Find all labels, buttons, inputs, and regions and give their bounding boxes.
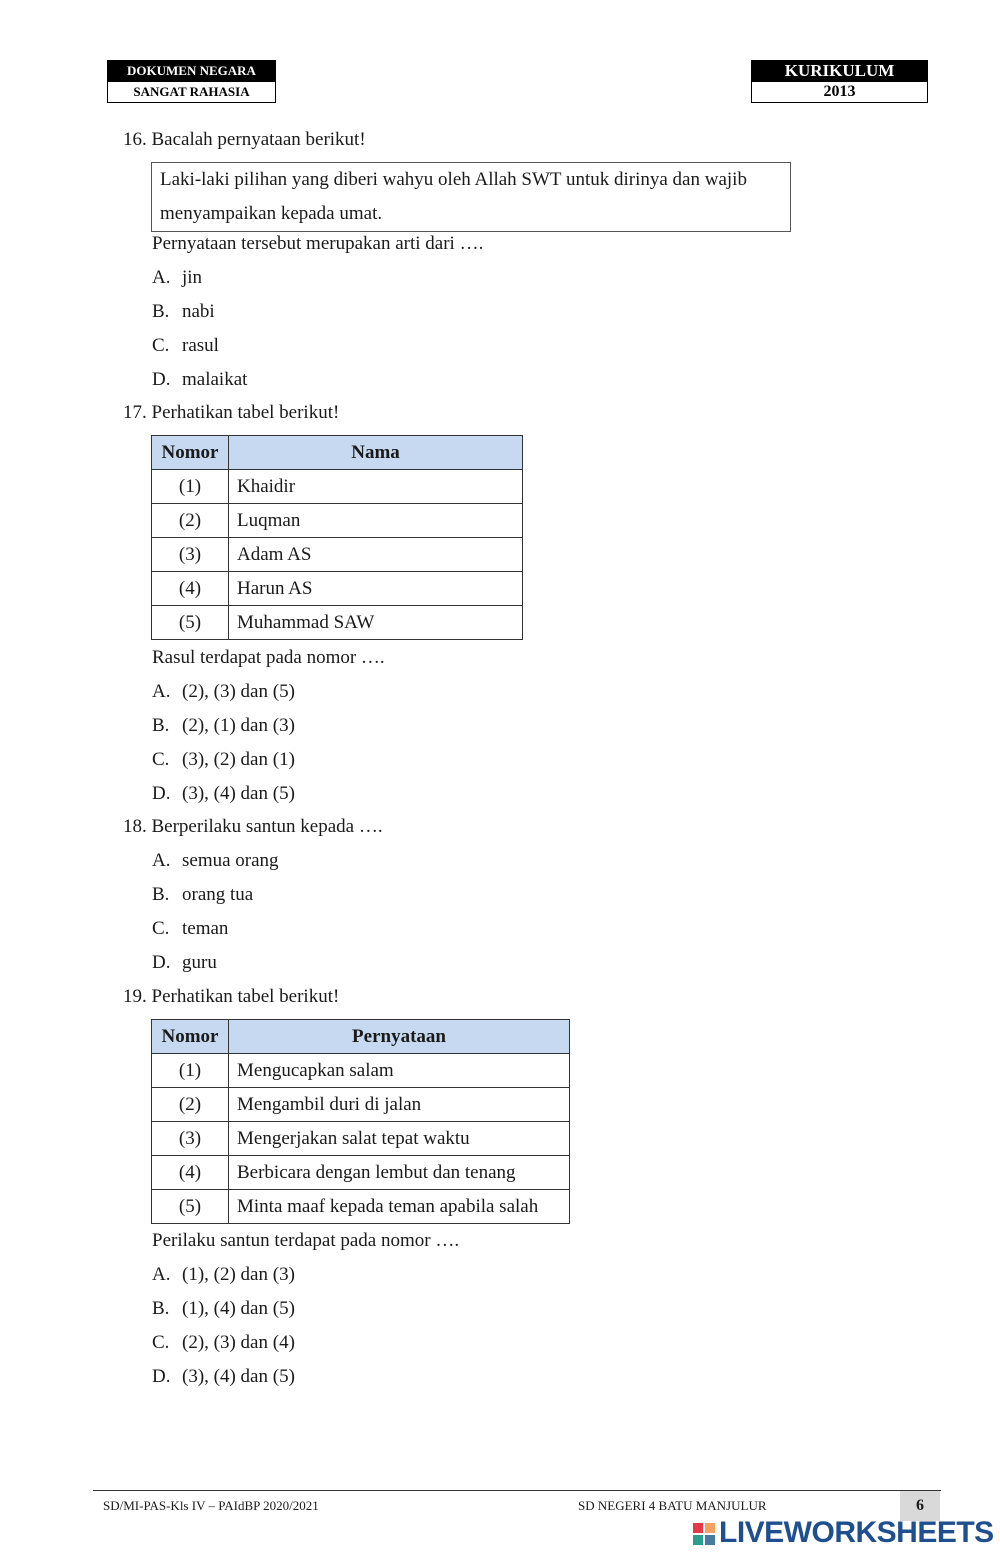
question-19-option-b[interactable]: B. (1), (4) dan (5) [152,1298,295,1319]
liveworksheets-logo [693,1516,994,1550]
question-17-table [151,435,523,640]
question-17-option-a[interactable]: A. (2), (3) dan (5) [152,681,295,702]
table-header-nama: Nama [229,436,523,470]
table-row: (2) Mengambil duri di jalan [152,1088,570,1122]
question-19-title: 19. Perhatikan tabel berikut! [123,986,340,1007]
footer-right-text: SD NEGERI 4 BATU MANJULUR [578,1498,767,1513]
dokumen-negara-label [107,60,276,103]
table-row: (3) Adam AS [152,538,523,572]
question-17-option-b[interactable]: B. (2), (1) dan (3) [152,715,295,736]
table-row: (4) Berbicara dengan lembut dan tenang [152,1156,570,1190]
question-16-option-d[interactable]: D. malaikat [152,369,248,390]
table-row: (3) Mengerjakan salat tepat waktu [152,1122,570,1156]
question-16-title: 16. Bacalah pernyataan berikut! [123,129,366,150]
question-19-option-c[interactable]: C. (2), (3) dan (4) [152,1332,295,1353]
header-left-top: DOKUMEN NEGARA [108,61,275,81]
table-row: (1) Khaidir [152,470,523,504]
question-17-option-d[interactable]: D. (3), (4) dan (5) [152,783,295,804]
footer-left-text: SD/MI-PAS-Kls IV – PAIdBP 2020/2021 [103,1498,319,1513]
liveworksheets-logo-text: LIVEWORKSHEETS [719,1516,994,1549]
question-19-table [151,1019,570,1224]
table-row: (5) Minta maaf kepada teman apabila salah [152,1190,570,1224]
header-right-top: KURIKULUM [752,61,927,81]
table-row: (1) Mengucapkan salam [152,1054,570,1088]
table-row: (2) Luqman [152,504,523,538]
header-left-bottom: SANGAT RAHASIA [108,81,275,102]
question-19-prompt: Perilaku santun terdapat pada nomor …. [152,1230,460,1251]
question-19-option-a[interactable]: A. (1), (2) dan (3) [152,1264,295,1285]
table-header-pernyataan: Pernyataan [229,1020,570,1054]
question-17-title: 17. Perhatikan tabel berikut! [123,402,340,423]
question-16-quote [151,162,791,232]
question-18-title: 18. Berperilaku santun kepada …. [123,816,383,837]
question-18-option-b[interactable]: B. orang tua [152,884,254,905]
page-number: 6 [900,1491,940,1521]
question-17-prompt: Rasul terdapat pada nomor …. [152,647,385,668]
liveworksheets-logo-icon [693,1523,715,1545]
question-16-option-b[interactable]: B. nabi [152,301,215,322]
question-18-option-d[interactable]: D. guru [152,952,217,973]
table-header-nomor: Nomor [152,436,229,470]
table-row: (5) Muhammad SAW [152,606,523,640]
quote-line-2: menyampaikan kepada umat. [160,203,383,224]
quote-line-1: Laki-laki pilihan yang diberi wahyu oleh Allah SWT untuk dirinya dan wajib [160,169,747,190]
header-right-bottom: 2013 [752,81,927,102]
question-16-option-c[interactable]: C. rasul [152,335,219,356]
kurikulum-label [751,60,928,103]
question-16-option-a[interactable]: A. jin [152,267,203,288]
table-row: (4) Harun AS [152,572,523,606]
footer-divider [93,1490,941,1491]
question-17-option-c[interactable]: C. (3), (2) dan (1) [152,749,295,770]
question-18-option-c[interactable]: C. teman [152,918,229,939]
question-19-option-d[interactable]: D. (3), (4) dan (5) [152,1366,295,1387]
question-16-prompt: Pernyataan tersebut merupakan arti dari …. [152,233,484,254]
question-18-option-a[interactable]: A. semua orang [152,850,279,871]
table-header-nomor: Nomor [152,1020,229,1054]
